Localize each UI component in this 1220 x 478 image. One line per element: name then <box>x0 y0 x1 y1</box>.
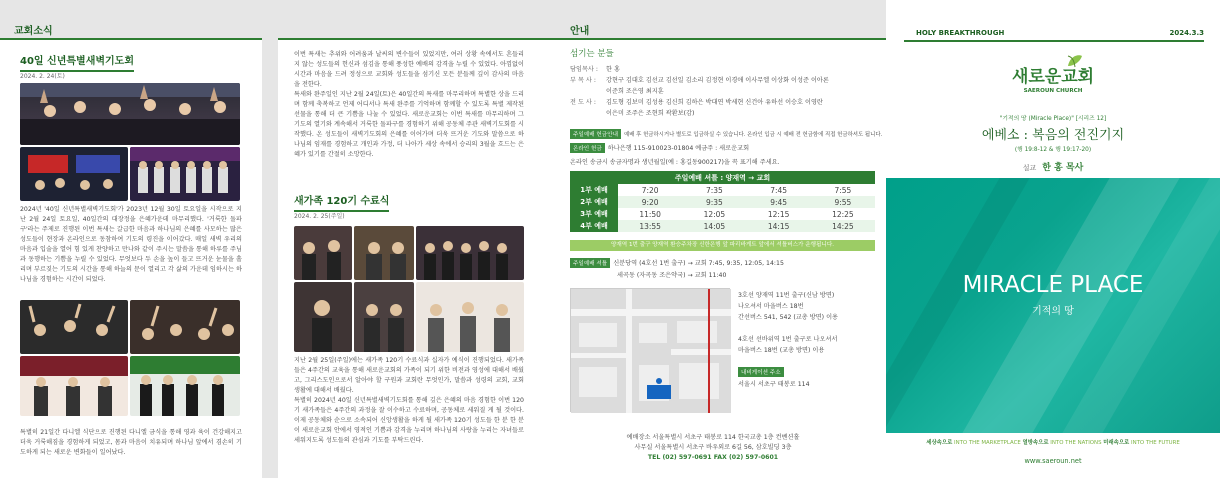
time-cell: 7:45 <box>770 185 788 195</box>
section-title: 교회소식 <box>14 26 53 37</box>
tagline-part: 세상속으로 <box>926 440 953 446</box>
location-map <box>570 288 730 412</box>
staff-row <box>570 97 823 106</box>
news-panel-center <box>278 0 540 478</box>
tagline-part: INTO THE MARKETPLACE <box>952 440 1023 446</box>
preacher-line <box>886 160 1220 173</box>
shuttle-table <box>570 171 875 232</box>
offering-text: 예배 후 헌금하시거나 별도로 입금하실 수 있습니다. 온라인 입금 시 예배 전 헌금함에 직접 헌금하셔도 됩니다. <box>624 132 883 138</box>
time-cell: 12:15 <box>767 209 790 219</box>
cover-top <box>886 0 1220 40</box>
table-row <box>570 196 875 208</box>
cover-panel <box>886 0 1220 478</box>
staff-value: 강현구 김대호 김선교 김선일 김소리 김정현 이경애 이사무엘 이상화 이성준 이아론 <box>606 77 829 84</box>
fold-gap <box>262 0 278 478</box>
graduation-photo-1 <box>294 226 352 280</box>
online-tag: 온라인 헌금 <box>570 143 605 153</box>
time-cell: 9:35 <box>682 196 746 208</box>
time-cell: 14:25 <box>811 220 875 232</box>
series-label: HOLY BREAKTHROUGH <box>916 29 1005 37</box>
direction-line: 4호선 선바위역 1번 출구로 나오셔서 <box>738 336 838 343</box>
staff-value: 한 홍 <box>606 66 620 73</box>
staff-row <box>570 64 620 73</box>
staff-value: 이준희 조은영 최지훈 <box>606 88 664 95</box>
footer-venue: 예배장소 서울특별시 서초구 태봉로 114 한국교총 1층 컨벤션홀 <box>626 434 800 441</box>
service-name: 1부 예배 <box>570 184 618 196</box>
article-date: 2024. 2. 24(토) <box>20 73 65 80</box>
graduation-photo-2 <box>354 226 414 280</box>
nav-tag-row <box>738 367 787 377</box>
article-body: 2024년 '40일 신년특별새벽기도회'가 2023년 12월 30일 토요일을 시작으로 지난 2월 24일 토요일, 40일간의 대장정을 은혜가운데 마무리했다. '거룩한 돌파구'라는 주제로 진행된 이번 특새는 갈급한 마음과 하나님의 은혜를 사모하는 많은 성도들이 현장과 온라인으로 동참하여 기도의 령진을 이어갔다. 매일 새벽 우리의 마음과 입술을 열어 힘 있게 찬양하고 만나와 같이 주시는 말씀을 통해 하루를 주님과 동행하는 기쁨을 누릴 수 있었다. 무엇보다 두 손을 높이 들고 뜨거운 눈물을 흘리며 부르짖는 기도의 시간을 통해 하늘의 문이 열리고 각 삶의 가운데 임하시는 하나님을 경험하는 시간이 되었다. <box>20 206 242 283</box>
table-row <box>570 220 875 232</box>
article-body-3: 지난 2월 25일(주일)에는 새가족 120기 수료식과 십자가 예식이 진행되었다. 새가족들은 4주간의 교육을 통해 새로운교회의 가족이 되기 위한 비전과 영성에 대해서 배웠고, 그리스도인으로서 알아야 할 구원과 교회란 무엇인가, 말씀과 성령의 교회, 교회 생활에 대해서 배웠다. 특별히 2024년 40일 신년특별새벽기도회를 통해 깊은 은혜의 마음 경험한 이번 120기 새가족들은 4주간의 과정을 잘 이수하고 수료하며, 공동체로 세워질 게 될 것이다. 이제 공동체와 순으로 소속되어 신앙생활을 하게 될 새가족 120기 성도들 한 분 한 분이 새로운교회 안에서 영적인 기쁨과 감격을 누리며 하나님의 사랑을 누리는 자녀들로 세워지도록 성도들의 관심과 기도를 부탁드린다. <box>294 357 524 444</box>
tagline-part: INTO THE NATIONS <box>1048 440 1104 446</box>
stage-photo <box>20 147 128 201</box>
info-title: 안내 <box>570 26 590 37</box>
article-title: 40일 신년특별새벽기도회 <box>20 52 134 72</box>
service-name: 2부 예배 <box>570 196 618 208</box>
table-row <box>570 184 875 196</box>
shuttle-note: 양재역 1번 출구 양재역 환승주차장 신한은행 앞 파리바게트 앞에서 셔틀버스가 운행됩니다. <box>570 240 875 251</box>
scripture: (행 19:8-12 & 행 19:17-20) <box>1014 147 1092 153</box>
theme-title: MIRACLE PLACE <box>962 272 1144 298</box>
sermon-title: 에베소 : 복음의 전진기지 <box>981 128 1125 143</box>
worship-photo <box>20 83 240 145</box>
time-cell: 7:55 <box>834 185 852 195</box>
church-name: 새로운교회 <box>1011 67 1095 87</box>
church-logo <box>886 62 1220 94</box>
online-row <box>570 143 749 153</box>
article-continuation: 이번 특새는 추위와 어려움과 날씨의 변수들이 있었지만, 여러 상황 속에서도 흔들리지 않는 성도들의 헌신과 섬김을 통해 풍성한 예배의 감격을 누릴 수 있었다. 아낌없이 시간과 마음을 드려 정성으로 교회와 성도들을 섬기신 모든 분들께 깊이 감사의 마음을 전한다. 특새와 완주일인 지난 2월 24일(토)은 40일간의 특새를 마무리하며 특별한 상을 드리며 함께 축복하고 언제 어디서나 특새 완주를 기억하며 함께할 수 있도록 특별 제작된 선물을 통해 더 큰 기쁨을 나눌 수 있었다. 새로운교회는 이번 특새를 마무리하며 그 기도의 열기와 계속해서 거룩한 돌파구를 경험하기 위해 공동체 주관 새벽기도회를 시작했다. 온 성도들이 새벽기도회의 은혜를 이어가며 더욱 뜨거운 기도와 말씀으로 하나님의 임재를 경험하고 개인과 가정, 더 나아가 세상 속에서 승리의 3월을 흐드는 은혜가 있기를 간절히 소망한다. <box>294 51 524 158</box>
weekday-tag: 주일예배 셔틀 <box>570 258 610 268</box>
time-cell: 7:35 <box>705 185 723 195</box>
offering-row <box>570 129 882 139</box>
time-cell: 14:05 <box>682 220 746 232</box>
prayer-photo <box>20 300 128 354</box>
info-panel <box>540 0 886 478</box>
direction-line: 나오셔서 마을버스 18번 <box>738 303 804 310</box>
section-header <box>0 0 262 40</box>
theme-subtitle: 기적의 땅 <box>1032 306 1074 317</box>
graduation-cross-photo <box>416 282 524 352</box>
weekday-row <box>570 258 784 268</box>
staff-row <box>570 108 694 117</box>
article-body-2: 특별히 21일간 다니엘 식단으로 진행된 다니엘 금식을 통해 영과 육이 건강해지고 더욱 거룩해짐을 경험하게 되었고, 몸과 마음이 치유되며 하나님 앞에서 겸손히 기도하게 되는 새로운 변화들이 일어났다. <box>20 429 242 456</box>
staff-value: 김도형 김보미 김성용 김신희 김하은 박대연 박세현 신건아 유하선 이승호 이영란 <box>606 99 823 106</box>
staff-row <box>570 86 664 95</box>
info-footer <box>540 433 886 463</box>
footer-office: 사무실 서울특별시 서초구 바우외로 6길 56, 삼호빌딩 3층 <box>634 444 792 451</box>
nav-tag: 내비게이션 주소 <box>738 367 784 377</box>
time-cell: 12:25 <box>832 209 854 219</box>
staff-label: 전 도 사 : <box>570 99 596 106</box>
online-text: 하나은행 115-910023-01804 예금주 : 새로운교회 <box>607 145 750 152</box>
tagline-part: INTO THE FUTURE <box>1129 440 1180 446</box>
staff-row <box>570 75 829 84</box>
time-cell: 9:45 <box>747 196 811 208</box>
direction-line: 간선버스 541, 542 (교총 방면) 이용 <box>738 314 839 321</box>
graduation-photo-4 <box>354 282 414 352</box>
time-cell: 11:50 <box>639 209 661 219</box>
preacher-name: 한 홍 목사 <box>1042 163 1084 173</box>
footer-phone: TEL (02) 597-0691 FAX (02) 597-0601 <box>647 454 779 461</box>
time-cell: 9:20 <box>618 196 682 208</box>
service-name: 3부 예배 <box>570 208 618 220</box>
article-date-2: 2024. 2. 25(주일) <box>294 213 345 220</box>
shuttle-table-title: 주일예배 셔틀 : 양재역 → 교회 <box>570 171 875 184</box>
info-header <box>540 0 886 40</box>
bulletin-date: 2024.3.3 <box>1169 29 1204 37</box>
time-cell: 13:55 <box>618 220 682 232</box>
header-rule <box>904 40 1204 42</box>
news-panel-left <box>0 0 262 478</box>
church-name-en: SAEROUN CHURCH <box>1023 88 1083 94</box>
weekday-line: 신분당역 (4호선 1번 출구) → 교회 7:45, 9:35, 12:05, 14:15 <box>613 260 784 267</box>
time-cell: 9:55 <box>811 196 875 208</box>
servants-title: 섬기는 분들 <box>570 49 614 59</box>
cover-footer <box>886 433 1220 478</box>
section-header-band <box>278 0 540 40</box>
article-title-2: 새가족 120기 수료식 <box>294 192 389 212</box>
leaf-icon <box>1066 54 1084 68</box>
graduation-photo-3 <box>294 282 352 352</box>
award-photo <box>20 356 128 416</box>
direction-line: 마을버스 18번 (교총 방면) 이용 <box>738 347 825 354</box>
offering-tag: 주일예배 헌금안내 <box>570 129 621 139</box>
directions-block <box>738 290 838 356</box>
gift-photo <box>130 356 240 416</box>
time-cell: 14:15 <box>747 220 811 232</box>
nav-address: 서울시 서초구 태봉로 114 <box>738 381 810 388</box>
tagline-part: 미래속으로 <box>1103 440 1130 446</box>
time-cell: 12:05 <box>703 209 726 219</box>
website-link[interactable]: www.saeroun.net <box>1024 457 1082 465</box>
choir-photo <box>130 147 240 201</box>
series-title: "기적의 땅 (Miracle Place)" [시리즈 12] <box>999 116 1107 122</box>
online-note: 온라인 송금시 송금자명과 생년월일(예 : 홍길동900217)을 꼭 표기해 주세요. <box>570 159 780 166</box>
tagline <box>886 438 1220 446</box>
staff-label: 담임목사 : <box>570 66 598 73</box>
preacher-label: 설교 <box>1022 164 1037 172</box>
table-row <box>570 208 875 220</box>
graduation-group-photo <box>416 226 524 280</box>
tagline-part: 열방속으로 <box>1022 440 1049 446</box>
time-cell: 7:20 <box>641 185 659 195</box>
praise-photo <box>130 300 240 354</box>
staff-label: 부 목 사 : <box>570 77 596 84</box>
weekday-line-2: 세곡동 (자곡동 조은약국) → 교회 11:40 <box>617 272 727 279</box>
direction-line: 3호선 양재역 11번 출구(신남 방면) <box>738 292 835 299</box>
staff-value: 이은미 조주은 조현희 곽환보(감) <box>606 110 695 117</box>
service-name: 4부 예배 <box>570 220 618 232</box>
